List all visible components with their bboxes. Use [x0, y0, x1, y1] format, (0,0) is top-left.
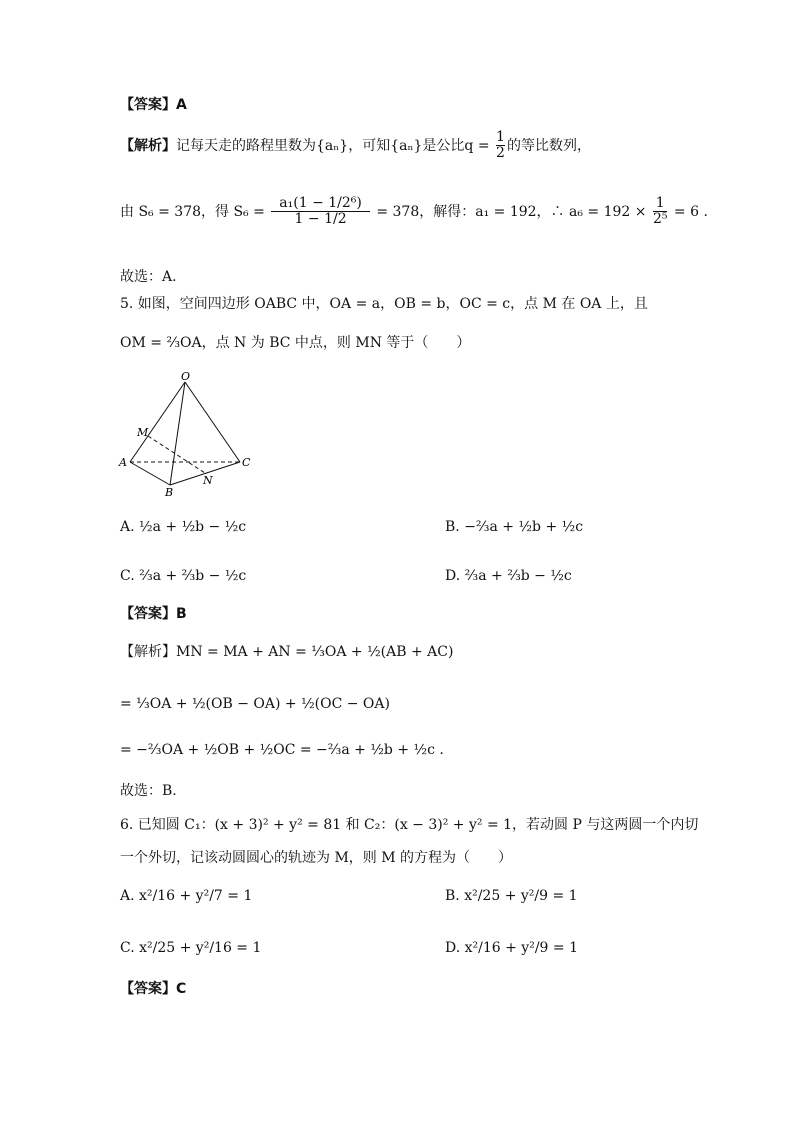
question-6-line-1: 6. 已知圆 C₁：(x + 3)² + y² = 81 和 C₂：(x − 3)² + y² = 1，若动圆 P 与这两圆一个内切: [120, 817, 699, 833]
option-text: x²/25 + y²/16 = 1: [139, 940, 262, 956]
option-text: x²/25 + y²/9 = 1: [464, 888, 578, 904]
label-o: O: [181, 372, 191, 383]
explanation-5-line-3: = −⅔OA + ½OB + ½OC = −⅔a + ½b + ½c .: [120, 742, 444, 758]
option-text: ⅔a + ⅔b − ½c: [139, 568, 247, 584]
answer-6: 【答案】C: [120, 981, 187, 997]
calc-prefix: 由 S₆ = 378，得 S₆ =: [120, 203, 265, 220]
option-label: D.: [445, 568, 461, 584]
option-text: x²/16 + y²/9 = 1: [464, 940, 578, 956]
tetrahedron-figure: [115, 372, 255, 502]
a6-numerator: 1: [655, 195, 665, 211]
option-5d[interactable]: [445, 569, 572, 583]
calc-middle: = 378，解得：a₁ = 192，∴ a₆ = 192 ×: [376, 203, 647, 220]
label-c: C: [242, 456, 251, 469]
label-m: M: [137, 426, 149, 439]
ratio-denominator: 2: [496, 145, 505, 162]
label-b: B: [165, 486, 174, 499]
calc-end: = 6 .: [673, 203, 708, 220]
edge-oc: [185, 382, 240, 462]
explanation-text-1: 记每天走的路程里数为{aₙ}，可知{aₙ}是公比q =: [176, 137, 490, 154]
option-label: D.: [445, 940, 461, 956]
option-label: A.: [120, 519, 135, 535]
option-5c[interactable]: [120, 569, 246, 583]
option-label: C.: [120, 940, 135, 956]
explanation-5-line-2: = ⅓OA + ½(OB − OA) + ½(OC − OA): [120, 696, 390, 712]
option-6b[interactable]: [445, 889, 578, 903]
option-6c[interactable]: [120, 941, 261, 955]
ratio-numerator: 1: [496, 129, 505, 145]
a6-denominator: 2⁵: [652, 211, 668, 228]
question-5-line-1: 5. 如图，空间四边形 OABC 中，OA = a，OB = b，OC = c，点 M 在 OA 上，且: [120, 296, 648, 312]
option-label: A.: [120, 888, 135, 904]
ratio-fraction: [496, 130, 505, 162]
answer-4: 【答案】A: [120, 97, 187, 113]
edge-ob: [170, 382, 185, 485]
explanation-5-line-1: 【解析】MN = MA + AN = ⅓OA + ½(AB + AC): [120, 644, 454, 660]
option-text: ½a + ½b − ½c: [139, 519, 247, 535]
option-label: B.: [445, 519, 460, 535]
sum-formula-fraction: [271, 196, 370, 228]
question-5-line-2: OM = ⅔OA，点 N 为 BC 中点，则 MN 等于（ ）: [120, 335, 471, 351]
option-text: −⅔a + ½b + ½c: [464, 519, 584, 535]
answer-5: 【答案】B: [120, 606, 187, 622]
option-6a[interactable]: [120, 889, 252, 903]
option-text: ⅔a + ⅔b − ½c: [464, 568, 572, 584]
option-6d[interactable]: [445, 941, 578, 955]
option-5b[interactable]: [445, 520, 583, 534]
question-6-line-2: 一个外切，记该动圆圆心的轨迹为 M，则 M 的方程为（ ）: [120, 850, 513, 866]
sum-numerator: a₁(1 − 1/2⁶): [279, 195, 362, 211]
explanation-label: 【解析】: [120, 137, 176, 154]
label-n: N: [203, 474, 213, 487]
label-a: A: [119, 456, 127, 469]
calculation-4: [120, 196, 708, 228]
option-text: x²/16 + y²/7 = 1: [139, 888, 253, 904]
sum-denominator: 1 − 1/2: [271, 211, 370, 227]
edge-oa: [130, 382, 185, 462]
a6-fraction: [653, 196, 668, 228]
option-label: B.: [445, 888, 460, 904]
explanation-text-2: 的等比数列，: [506, 137, 591, 154]
select-4: 故选：A．: [120, 269, 187, 285]
option-5a[interactable]: [120, 520, 246, 534]
explanation-4: [120, 130, 591, 162]
select-5: 故选：B.: [120, 783, 177, 799]
edge-ab: [130, 462, 170, 485]
option-label: C.: [120, 568, 135, 584]
